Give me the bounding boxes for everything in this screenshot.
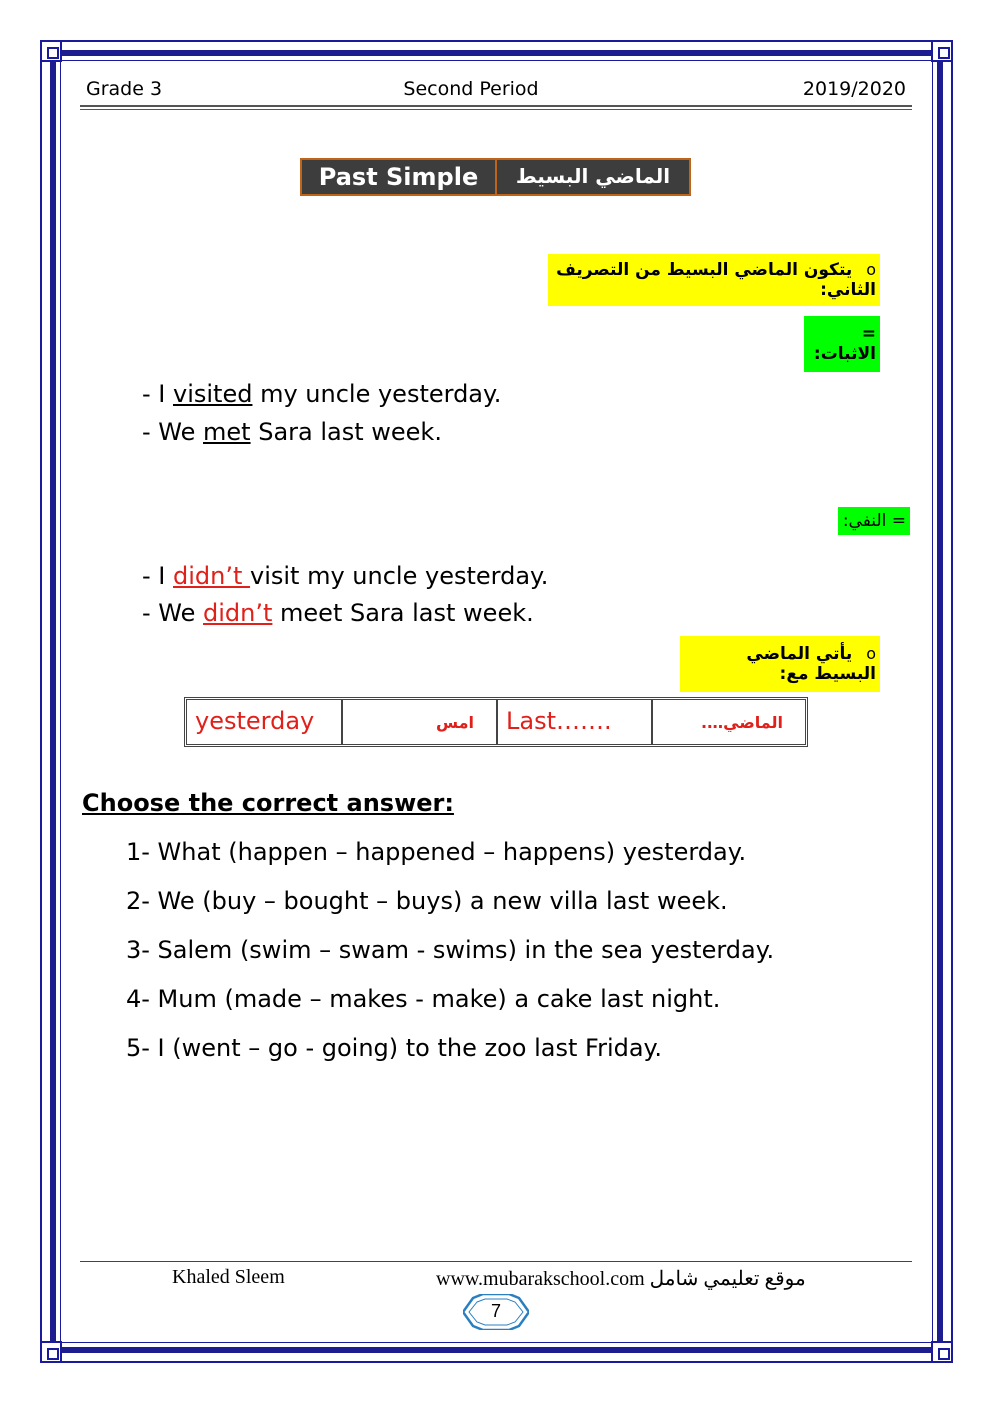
affirmative-label: = الاثبات: — [804, 316, 880, 372]
lesson-title-arabic: الماضي البسيط — [515, 164, 671, 188]
example-rest: visit my uncle yesterday. — [250, 562, 549, 590]
page-header — [86, 76, 908, 104]
lesson-title-english: Past Simple — [302, 160, 497, 194]
affirmative-example-1 — [142, 380, 501, 408]
time-words-table — [184, 697, 808, 747]
header-divider — [80, 105, 912, 107]
example-rest: meet Sara last week. — [272, 599, 534, 627]
time-word-arabic: امس — [343, 700, 498, 744]
corner-ornament-top-right — [931, 40, 953, 62]
header-grade: Grade 3 — [86, 78, 163, 100]
corner-ornament-bottom-left — [40, 1341, 62, 1363]
footer-site: www.mubarakschool.com موقع تعليمي شامل — [436, 1268, 806, 1290]
example-auxiliary: didn’t — [203, 599, 273, 627]
formation-note — [548, 254, 880, 306]
time-word-arabic: الماضي…. — [701, 713, 783, 732]
exercise-title: Choose the correct answer: — [82, 789, 454, 817]
exercise-item-3: 3- Salem (swim – swam - swims) in the sea yesterday. — [126, 936, 775, 964]
example-prefix: - I — [142, 562, 173, 590]
lesson-title-box — [300, 158, 691, 196]
negative-example-2 — [142, 599, 534, 627]
example-prefix: - I — [142, 380, 173, 408]
footer-author: Khaled Sleem — [172, 1266, 285, 1288]
page-number: 7 — [490, 1301, 501, 1321]
example-prefix: - We — [142, 599, 204, 627]
exercise-item-5: 5- I (went – go - going) to the zoo last Friday. — [126, 1034, 662, 1062]
header-year: 2019/2020 — [802, 78, 906, 100]
example-rest: Sara last week. — [250, 418, 442, 446]
time-words-note-text: يأتي الماضي البسيط مع: — [746, 644, 876, 684]
time-word-english: Last……. — [498, 700, 653, 744]
formation-note-text: يتكون الماضي البسيط من التصريف الثاني: — [556, 260, 876, 300]
negative-example-1 — [142, 562, 548, 590]
time-words-note — [680, 636, 880, 692]
example-verb: visited — [173, 380, 253, 408]
header-divider-thin — [80, 109, 912, 110]
example-auxiliary: didn’t — [173, 562, 251, 590]
corner-ornament-top-left — [40, 40, 62, 62]
bullet-icon: o — [866, 260, 876, 279]
corner-ornament-bottom-right — [931, 1341, 953, 1363]
affirmative-example-2 — [142, 418, 442, 446]
example-prefix: - We — [142, 418, 204, 446]
example-verb: met — [203, 418, 251, 446]
footer-divider — [80, 1261, 912, 1262]
exercise-item-2: 2- We (buy – bought – buys) a new villa last week. — [126, 887, 728, 915]
time-word-english: yesterday — [187, 700, 343, 744]
header-period: Second Period — [403, 78, 539, 100]
exercise-item-1: 1- What (happen – happened – happens) yesterday. — [126, 838, 747, 866]
negative-label: = النفي: — [838, 507, 910, 535]
example-rest: my uncle yesterday. — [252, 380, 502, 408]
exercise-item-4: 4- Mum (made – makes - make) a cake last night. — [126, 985, 721, 1013]
bullet-icon: o — [866, 644, 876, 663]
